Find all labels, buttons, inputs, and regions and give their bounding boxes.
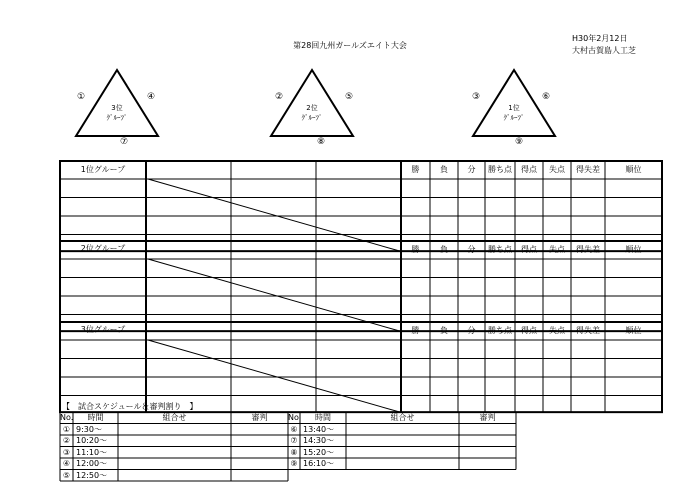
match-time: 13:40～ <box>303 424 335 434</box>
column-header: 得失差 <box>576 245 600 254</box>
column-header: 勝 <box>411 165 420 174</box>
match-time: 12:00～ <box>76 459 108 468</box>
column-header: 得点 <box>521 245 537 254</box>
column-header: 順位 <box>625 326 642 335</box>
match-number: ⑧ <box>290 447 298 457</box>
column-header: 分 <box>467 165 476 174</box>
match-number: ② <box>62 436 71 445</box>
column-header: 勝 <box>411 245 420 254</box>
column-header: 失点 <box>549 245 565 254</box>
match-time: 16:10～ <box>303 459 335 468</box>
match-time: 11:10～ <box>76 447 108 457</box>
group-label: 1位グループ <box>80 165 126 174</box>
column-header: 得失差 <box>576 165 600 174</box>
column-header: 順位 <box>625 245 642 254</box>
header-referee: 審判 <box>251 413 268 422</box>
column-header: 順位 <box>625 165 642 174</box>
header-no: No. <box>60 413 74 422</box>
team-number: ③ <box>472 92 481 102</box>
triangle-rank-label: 3位 <box>111 104 123 112</box>
match-number: ① <box>62 424 71 434</box>
column-header: 負 <box>440 326 448 335</box>
group-label: 2位グループ <box>80 244 126 253</box>
page-title: 第28回九州ガールズエイト大会 <box>293 41 407 50</box>
match-number: ⑨ <box>290 459 298 468</box>
match-number: ⑦ <box>290 436 298 445</box>
team-number: ⑧ <box>317 137 326 147</box>
column-header: 勝ち点 <box>488 245 512 254</box>
column-header: 負 <box>440 245 448 254</box>
header-time: 時間 <box>315 413 331 422</box>
header-no: No. <box>288 413 302 422</box>
column-header: 負 <box>440 165 448 174</box>
team-number: ④ <box>147 92 156 102</box>
event-date: H30年2月12日 <box>572 34 628 43</box>
column-header: 勝ち点 <box>488 326 512 335</box>
header-match: 組合せ <box>162 413 187 422</box>
match-number: ③ <box>62 447 71 457</box>
header-referee: 審判 <box>479 413 496 422</box>
triangle-rank-label: 1位 <box>508 104 520 112</box>
match-number: ④ <box>62 459 71 468</box>
column-header: 勝ち点 <box>488 165 512 174</box>
match-time: 12:50～ <box>76 470 108 480</box>
column-header: 勝 <box>411 326 420 335</box>
triangle-group-word: ｸﾞﾙｰﾌﾟ <box>503 114 525 122</box>
team-number: ⑥ <box>542 92 551 102</box>
column-header: 得点 <box>521 326 537 335</box>
team-number: ② <box>275 92 284 102</box>
team-number: ⑦ <box>120 137 129 147</box>
match-time: 15:20～ <box>303 447 335 457</box>
column-header: 分 <box>467 245 476 254</box>
team-number: ⑨ <box>515 137 524 147</box>
triangle-rank-label: 2位 <box>306 104 318 112</box>
match-time: 14:30～ <box>303 436 335 445</box>
column-header: 得点 <box>521 165 537 174</box>
team-number: ① <box>77 92 86 102</box>
event-venue: 大村古賀島人工芝 <box>572 46 636 55</box>
header-time: 時間 <box>87 413 104 422</box>
triangle-group-word: ｸﾞﾙｰﾌﾟ <box>301 114 323 122</box>
group-label: 3位グループ <box>80 325 126 334</box>
column-header: 失点 <box>549 165 565 174</box>
schedule-heading: 【 試合スケジュール＆審判割り 】 <box>62 402 198 411</box>
column-header: 失点 <box>549 326 565 335</box>
header-match: 組合せ <box>390 413 415 422</box>
match-time: 9:30～ <box>76 424 102 434</box>
column-header: 得失差 <box>576 326 600 335</box>
column-header: 分 <box>467 326 476 335</box>
match-number: ⑤ <box>62 470 71 480</box>
triangle-group-word: ｸﾞﾙｰﾌﾟ <box>106 114 128 122</box>
match-number: ⑥ <box>290 424 298 434</box>
match-time: 10:20～ <box>76 436 108 445</box>
team-number: ⑤ <box>345 92 354 102</box>
